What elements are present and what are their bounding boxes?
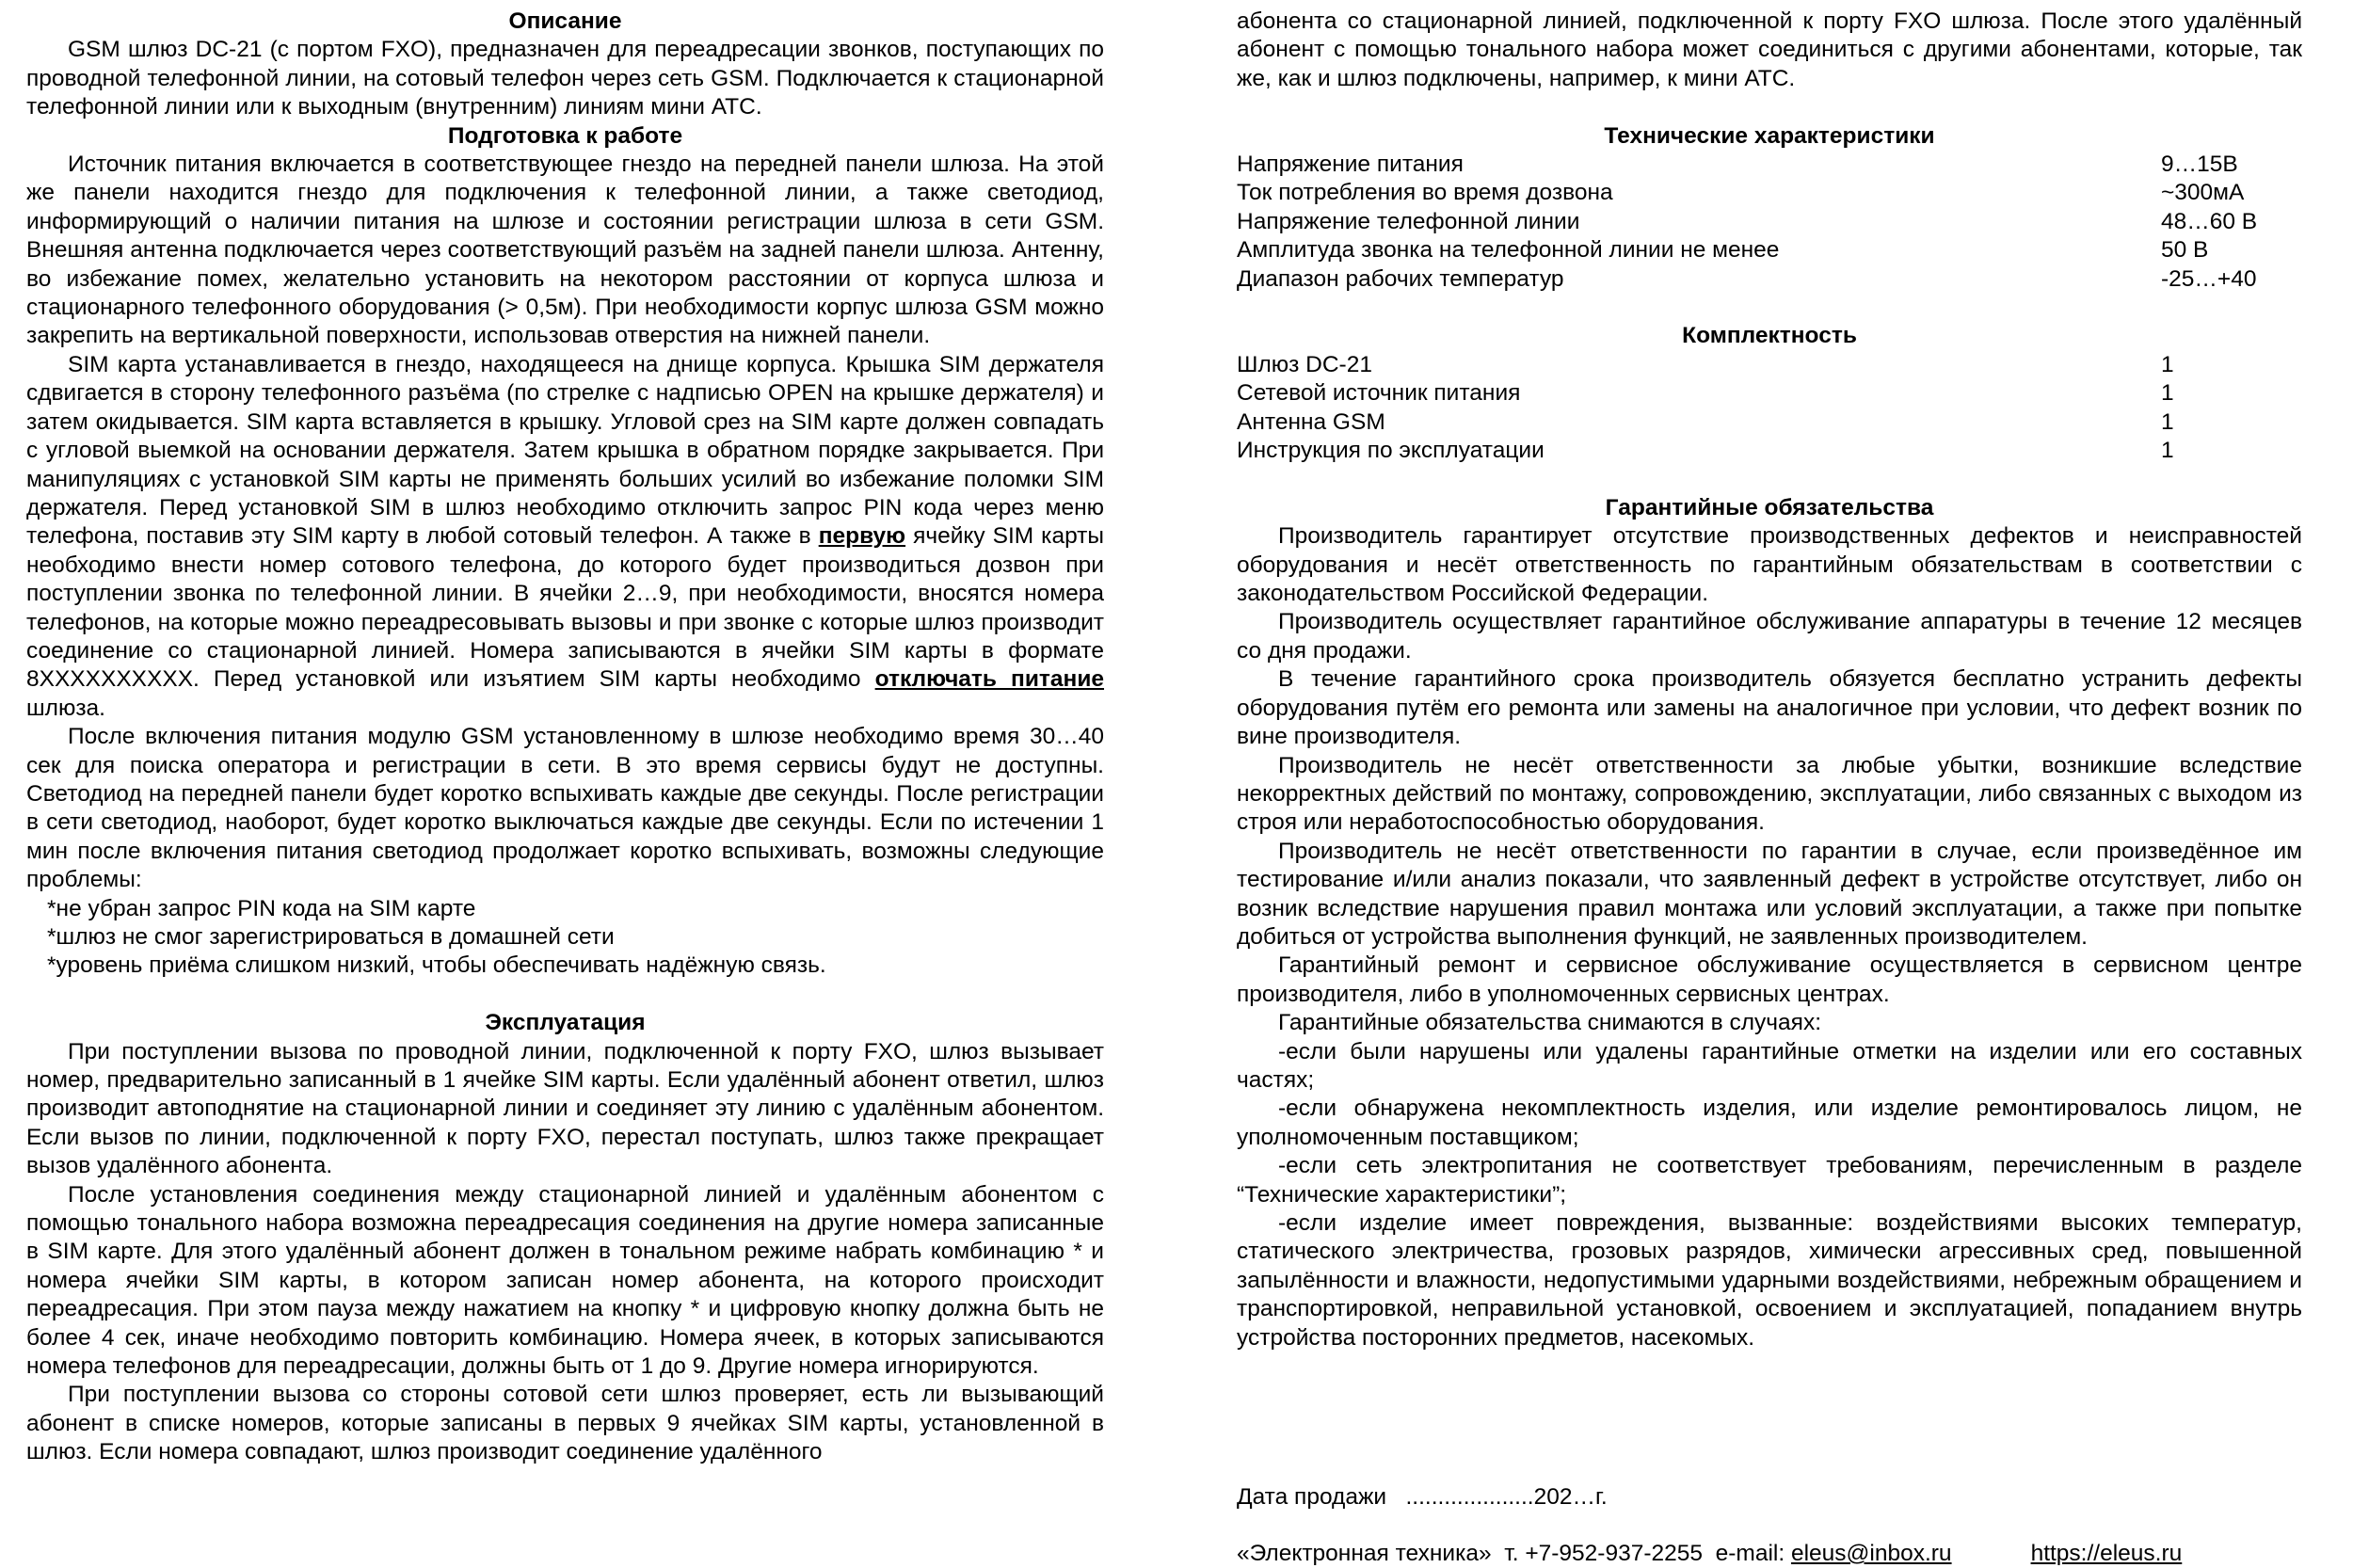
table-row — [1237, 179, 2302, 207]
table-row — [1237, 151, 2302, 179]
table-row — [1237, 408, 2302, 437]
section-title-warranty: Гарантийные обязательства — [1605, 494, 1934, 520]
sale-date-line — [1237, 1483, 1608, 1512]
warranty-paragraph-7: Гарантийные обязательства снимаются в случаях: — [1278, 1010, 1822, 1036]
website-link[interactable]: https://eleus.ru — [2030, 1541, 2183, 1566]
warranty-paragraph-6: Гарантийный ремонт и сервисное обслуживание осуществляется в сервисном центре производителя, либо в уполномоченных сервисных центрах. — [1237, 952, 2302, 1007]
kit-item-name: Сетевой источник питания — [1237, 380, 1521, 407]
table-row — [1237, 379, 2302, 408]
left-column — [26, 8, 1104, 1467]
warranty-paragraph-5: Производитель не несёт ответственности по гарантии в случае, если произведённое им тестирование и/или анализ показали, что заявленный дефект в устройстве отсутствует, либо он возник вследствие нарушения правил монтажа или условий эксплуатации, а также при попытке добиться от устройства выполнения функций, не заявленных производителем. — [1237, 838, 2302, 950]
email-label: e-mail: — [1715, 1541, 1785, 1566]
spec-value: 9…15В — [2161, 152, 2238, 178]
warranty-case: -если обнаружена некомплектность изделия, или изделие ремонтировалось лицом, не уполномоченным поставщиком; — [1237, 1096, 2302, 1150]
kit-item-name: Инструкция по эксплуатации — [1237, 438, 1545, 464]
spec-value: 48…60 В — [2161, 208, 2258, 234]
section-title-kit: Комплектность — [1682, 323, 1857, 349]
kit-item-name: Антенна GSM — [1237, 408, 1385, 435]
kit-item-count: 1 — [2161, 438, 2174, 464]
problem-item: *не убран запрос PIN кода на SIM карте — [47, 895, 476, 921]
email-link[interactable]: eleus@inbox.ru — [1790, 1541, 1952, 1566]
text-segment: шлюза. — [26, 695, 105, 721]
spec-value: 50 В — [2161, 237, 2209, 264]
operation-paragraph-3: При поступлении вызова со стороны сотовой сети шлюз проверяет, есть ли вызывающий абонент в списке номеров, которые записаны в первых 9 ячейках SIM карты, установленной в шлюз. Если номера совпадают, шлюз производит соединение удалённого — [26, 1382, 1104, 1465]
spec-name: Амплитуда звонка на телефонной линии не менее — [1237, 237, 1780, 264]
section-title-preparation: Подготовка к работе — [447, 122, 683, 149]
company-name: «Электронная техника» — [1237, 1541, 1492, 1566]
kit-item-name: Шлюз DC-21 — [1237, 351, 1372, 377]
preparation-paragraph-3: После включения питания модулю GSM установленному в шлюзе необходимо время 30…40 сек для поиска оператора и регистрации в сети. В это время сервисы будут не доступны. Светодиод на передней панели будет коротко вспыхивать каждые две секунды. После регистрации в сети светодиод, наоборот, будет коротко выключаться каждые две секунды. Если по истечении 1 мин после включения питания светодиод продолжает коротко вспыхивать, возможны следующие проблемы: — [26, 724, 1104, 893]
kit-item-count: 1 — [2161, 351, 2174, 377]
warranty-paragraph-4: Производитель не несёт ответственности за любые убытки, возникшие вследствие некорректных действий по монтажу, сопровождению, эксплуатации, либо связанных с выходом из строя или неработоспособностью оборудования. — [1237, 752, 2302, 836]
kit-table — [1237, 351, 2302, 466]
kit-item-count: 1 — [2161, 408, 2174, 435]
phone-number: т. +7-952-937-2255 — [1504, 1541, 1703, 1566]
text-segment: ячейку SIM карты необходимо внести номер сотового телефона, до которого будет производиться дозвон при поступлении звонка по телефонной линии. В ячейки 2…9, при необходимости, вносятся номера телефонов, на которые можно переадресовывать вызовы и при звонке с которые шлюз производит соединение со стационарной линией. Номера записываются в ячейки SIM карты в формате 8XXXXXXXXXX. Перед установкой или изъятием SIM карты необходимо — [26, 523, 1104, 693]
table-row — [1237, 351, 2302, 379]
spec-name: Диапазон рабочих температур — [1237, 265, 1564, 292]
kit-item-count: 1 — [2161, 380, 2174, 407]
operation-paragraph-continued: абонента со стационарной линией, подключенной к порту FXO шлюза. После этого удалённый абонент с помощью тонального набора может соединиться с другими абонентами, которые, так же, как и шлюз подключены, например, к мини АТС. — [1237, 8, 2302, 91]
text-segment: SIM карта устанавливается в гнездо, находящееся на днище корпуса. Крышка SIM держателя сдвигается в сторону телефонного разъёма (по стрелке с надписью OPEN на крышке держателя) и затем окидывается. SIM карта вставляется в крышку. Угловой срез на SIM карте должен совпадать с угловой выемкой на основании держателя. Затем крышка в обратном порядке закрывается. При манипуляциях с установкой SIM карты не применять больших усилий во избежание поломки SIM держателя. Перед установкой SIM в шлюз необходимо отключить запрос PIN кода через меню телефона, поставив эту SIM карту в любой сотовый телефон. А также в — [26, 351, 1104, 550]
spec-name: Напряжение питания — [1237, 152, 1464, 178]
right-column — [1237, 8, 2302, 1352]
table-row — [1237, 437, 2302, 465]
specifications-table — [1237, 151, 2302, 294]
warranty-paragraph-3: В течение гарантийного срока производитель обязуется бесплатно устранить дефекты оборудования путём его ремонта или замены на аналогичное при условии, что дефект возник по вине производителя. — [1237, 666, 2302, 750]
warranty-paragraph-1: Производитель гарантирует отсутствие производственных дефектов и неисправностей оборудования и несёт ответственность по гарантийным обязательствам в соответствии с законодательством Российской Федерации. — [1237, 523, 2302, 607]
operation-paragraph-1: При поступлении вызова по проводной линии, подключенной к порту FXO, шлюз вызывает номер, предварительно записанный в 1 ячейке SIM карты. Если удалённый абонент ответил, шлюз производит автоподнятие на стационарной линии и соединяет эту линию с удалённым абонентом. Если вызов по линии, подключенной к порту FXO, перестал поступать, шлюз также прекращает вызов удалённого абонента. — [26, 1038, 1104, 1179]
emphasis-power-off: отключать питание — [874, 666, 1105, 693]
preparation-paragraph-2 — [26, 351, 1104, 723]
spec-value: -25…+40 — [2161, 265, 2257, 292]
sale-date-label: Дата продажи — [1237, 1484, 1387, 1510]
warranty-case: -если изделие имеет повреждения, вызванные: воздействиями высоких температур, статического электричества, грозовых разрядов, химически агрессивных сред, повышенной запылённости и влажности, недопустимыми ударными воздействиями, небрежным обращением и транспортировкой, неправильной установкой, освоением и эксплуатацией, попаданием внутрь устройства посторонних предметов, насекомых. — [1237, 1210, 2302, 1351]
spec-name: Ток потребления во время дозвона — [1237, 180, 1613, 206]
sale-date-blank: ....................202…г. — [1405, 1484, 1608, 1510]
problem-item: *шлюз не смог зарегистрироваться в домашней сети — [47, 924, 615, 950]
section-title-operation: Эксплуатация — [485, 1010, 646, 1036]
section-title-specifications: Технические характеристики — [1604, 122, 1935, 149]
spec-value: ~300мА — [2161, 180, 2245, 206]
warranty-case: -если были нарушены или удалены гарантийные отметки на изделии или его составных частях; — [1237, 1038, 2302, 1093]
operation-paragraph-2: После установления соединения между стационарной линией и удалённым абонентом с помощью тонального набора возможна переадресация соединения на другие номера записанные в SIM карте. Для этого удалённый абонент должен в тональном режиме набрать комбинацию * и номера ячейки SIM карты, в котором записан номер абонента, на которого происходит переадресация. При этом пауза между нажатием на кнопку * и цифровую кнопку должна быть не более 4 сек, иначе необходимо повторить комбинацию. Номера ячеек, в которых записываются номера телефонов для переадресации, должны быть от 1 до 9. Другие номера игнорируются. — [26, 1181, 1104, 1380]
table-row — [1237, 265, 2302, 294]
preparation-paragraph-1: Источник питания включается в соответствующее гнездо на передней панели шлюза. На этой же панели находится гнездо для подключения к телефонной линии, а также светодиод, информирующий о наличии питания на шлюзе и состоянии регистрации шлюза в сети GSM. Внешняя антенна подключается через соответствующий разъём на задней панели шлюза. Антенну, во избежание помех, желательно установить на некотором расстоянии от корпуса шлюза и стационарного телефонного оборудования (> 0,5м). При необходимости корпус шлюза GSM можно закрепить на вертикальной поверхности, использовав отверстия на нижней панели. — [26, 152, 1104, 349]
emphasis-first-cell: первую — [818, 523, 906, 550]
warranty-paragraph-2: Производитель осуществляет гарантийное обслуживание аппаратуры в течение 12 месяцев со дня продажи. — [1237, 609, 2302, 664]
problem-item: *уровень приёма слишком низкий, чтобы обеспечивать надёжную связь. — [47, 952, 826, 979]
warranty-case: -если сеть электропитания не соответствует требованиям, перечисленным в разделе “Технические характеристики”; — [1237, 1153, 2302, 1208]
spec-name: Напряжение телефонной линии — [1237, 208, 1580, 234]
table-row — [1237, 208, 2302, 236]
description-paragraph: GSM шлюз DC-21 (с портом FXO), предназначен для переадресации звонков, поступающих по проводной телефонной линии, на сотовый телефон через сеть GSM. Подключается к стационарной телефонной линии или к выходным (внутренним) линиям мини АТС. — [26, 37, 1104, 120]
contact-line — [1237, 1540, 2182, 1568]
table-row — [1237, 236, 2302, 264]
section-title-description: Описание — [508, 8, 622, 34]
